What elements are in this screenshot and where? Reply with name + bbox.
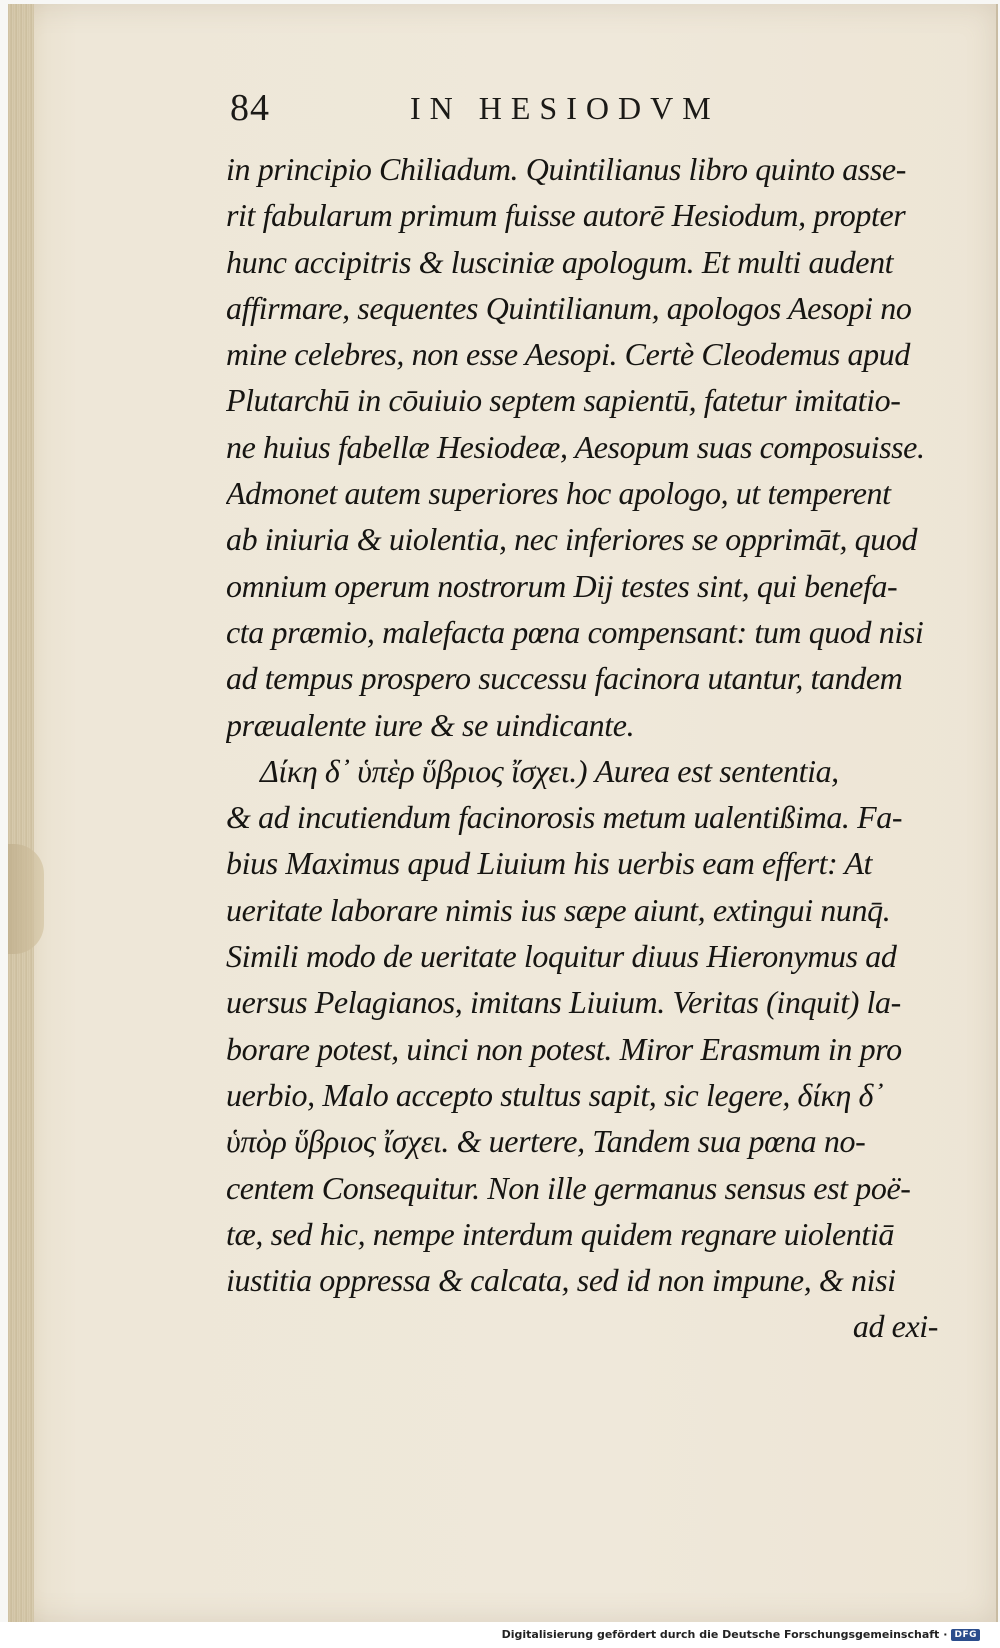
text-line: omnium operum nostrorum Dij testes sint, qui benefa- xyxy=(226,567,898,604)
separator: · xyxy=(943,1628,948,1641)
text-line: tæ, sed hic, nempe interdum quidem regnare uiolentiā xyxy=(226,1215,894,1252)
text-line: in principio Chiliadum. Quintilianus libro quinto asse- xyxy=(226,151,906,187)
text-line: Plutarchū in cōuiuio septem sapientū, fatetur imitatio- xyxy=(226,382,901,419)
page-edge xyxy=(8,4,34,1622)
text-line: ueritate laborare nimis ius sæpe aiunt, extingui nunq̄. xyxy=(226,891,891,928)
page-number: 84 xyxy=(230,87,270,129)
text-line: affirmare, sequentes Quintilianum, apologos Aesopi no xyxy=(226,289,912,326)
text-line: ne huius fabellæ Hesiodeæ, Aesopum suas composuisse. xyxy=(226,428,925,465)
text-line: ab iniuria & uiolentia, nec inferiores se opprimāt, quod xyxy=(226,521,918,558)
running-head: IN HESIODVM xyxy=(410,90,720,126)
text-line: bius Maximus apud Liuium his uerbis eam effert: At xyxy=(226,845,873,882)
text-line: & ad incutiendum facinorosis metum ualentißima. Fa- xyxy=(226,799,903,836)
text-line: ad tempus prospero successu facinora utantur, tandem xyxy=(226,660,903,697)
text-line: uersus Pelagianos, imitans Liuium. Veritas (inquit) la- xyxy=(226,984,901,1021)
funding-footer xyxy=(502,1628,980,1641)
text-line: uerbio, Malo accepto stultus sapit, sic legere, δίκη δ᾽ xyxy=(226,1076,884,1113)
dfg-logo-icon: DFG xyxy=(951,1629,980,1641)
body-text xyxy=(226,146,946,1350)
text-line: Admonet autem superiores hoc apologo, ut temperent xyxy=(226,475,891,512)
funding-text: Digitalisierung gefördert durch die Deutsche Forschungsgemeinschaft xyxy=(501,1628,940,1641)
text-line: cta præmio, malefacta pœna compensant: tum quod nisi xyxy=(226,613,924,650)
text-line: mine celebres, non esse Aesopi. Certè Cleodemus apud xyxy=(226,336,910,373)
page-header xyxy=(230,86,940,136)
catchword: ad exi- xyxy=(852,1308,938,1345)
text-line: borare potest, uinci non potest. Miror Erasmum in pro xyxy=(226,1030,902,1067)
text-line: ὑπὸρ ὕβριος ἴσχει. & uertere, Tandem sua pœna no- xyxy=(226,1123,866,1160)
text-line: rit fabularum primum fuisse autorē Hesiodum, propter xyxy=(226,197,906,234)
text-line: Simili modo de ueritate loquitur diuus Hieronymus ad xyxy=(226,938,897,975)
page-clip xyxy=(8,844,44,954)
text-line: centem Consequitur. Non ille germanus sensus est poë- xyxy=(226,1169,911,1206)
text-line: iustitia oppressa & calcata, sed id non impune, & nisi xyxy=(226,1262,896,1299)
text-line: hunc accipitris & lusciniæ apologum. Et multi audent xyxy=(226,243,894,280)
text-line: præualente iure & se uindicante. xyxy=(226,706,635,743)
text-line-indented: Δίκη δ᾽ ὑπὲρ ὕβριος ἴσχει.) Aurea est sententia, xyxy=(260,752,839,789)
